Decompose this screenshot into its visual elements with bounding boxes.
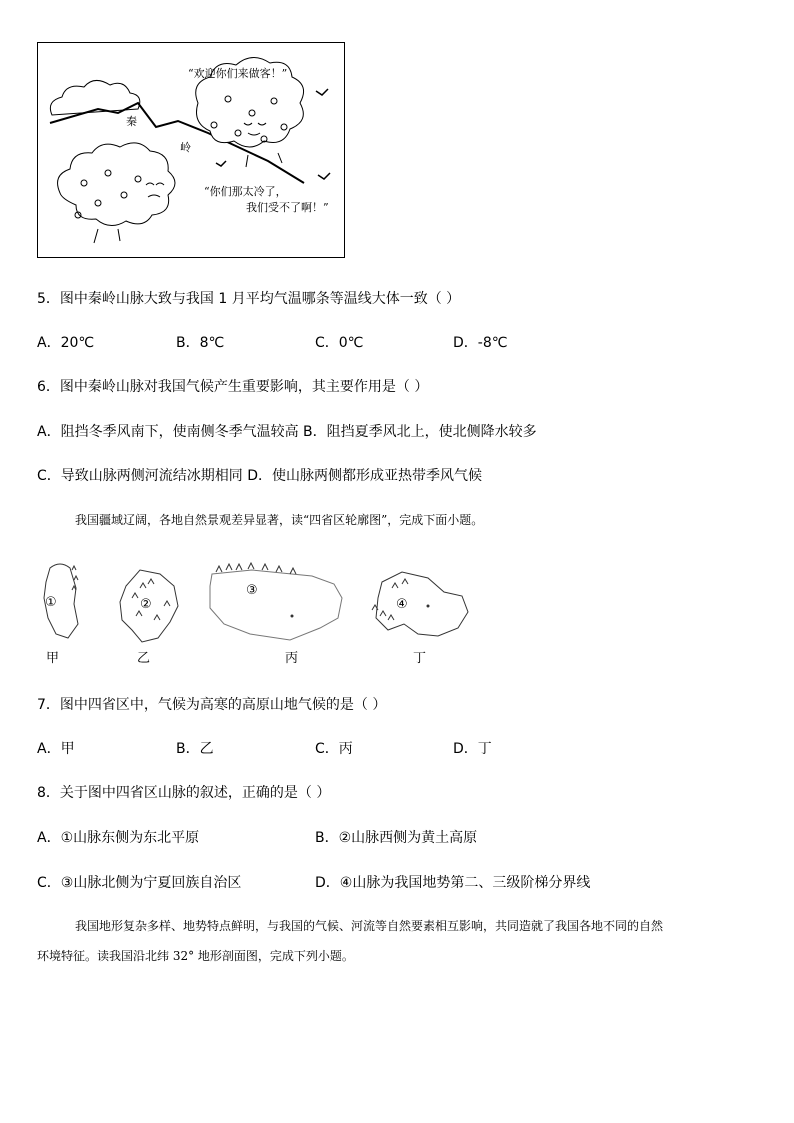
speech-bubble-top: “欢迎你们来做客！” bbox=[188, 67, 288, 80]
map-label-ding: 丁 bbox=[413, 651, 427, 666]
province-outline-maps bbox=[36, 558, 476, 668]
q6-options-cd[interactable]: C．导致山脉两侧河流结冰期相同 D．使山脉两侧都形成亚热带季风气候 bbox=[37, 468, 483, 484]
q7-option-b[interactable]: B．乙 bbox=[176, 741, 214, 757]
q7-option-d[interactable]: D．丁 bbox=[453, 741, 492, 757]
intro-paragraph-1: 我国疆域辽阔，各地自然景观差异显著，读“四省区轮廓图”，完成下面小题。 bbox=[75, 513, 484, 527]
map-number-1: ① bbox=[45, 595, 57, 610]
intro-paragraph-2-line2: 环境特征。读我国沿北纬 32° 地形剖面图，完成下列小题。 bbox=[37, 949, 354, 963]
map-label-bing: 丙 bbox=[285, 651, 299, 666]
question-7-stem: 7．图中四省区中，气候为高寒的高原山地气候的是（ ） bbox=[37, 697, 387, 713]
map-number-2: ② bbox=[140, 597, 152, 612]
q8-option-b[interactable]: B．②山脉西侧为黄土高原 bbox=[315, 830, 478, 846]
question-6-stem: 6．图中秦岭山脉对我国气候产生重要影响，其主要作用是（ ） bbox=[37, 379, 429, 395]
question-5-stem: 5．图中秦岭山脉大致与我国 1 月平均气温哪条等温线大体一致（ ） bbox=[37, 291, 461, 307]
q5-option-d[interactable]: D．-8℃ bbox=[453, 335, 508, 351]
province-maps-drawing bbox=[36, 558, 476, 668]
q5-option-a[interactable]: A．20℃ bbox=[37, 335, 95, 351]
speech-bubble-bottom-line1: “你们那太冷了， bbox=[204, 185, 287, 198]
q7-option-a[interactable]: A．甲 bbox=[37, 741, 75, 757]
q8-option-c[interactable]: C．③山脉北侧为宁夏回族自治区 bbox=[37, 875, 242, 891]
map-label-jia: 甲 bbox=[46, 651, 60, 666]
map-number-4: ④ bbox=[396, 597, 408, 612]
intro-paragraph-2-line1: 我国地形复杂多样、地势特点鲜明，与我国的气候、河流等自然要素相互影响，共同造就了我国各地不同的自然 bbox=[75, 919, 664, 933]
qinling-cartoon bbox=[37, 42, 345, 258]
map-number-3: ③ bbox=[246, 583, 258, 598]
label-qin: 秦 bbox=[126, 115, 137, 128]
q5-option-c[interactable]: C．0℃ bbox=[315, 335, 364, 351]
q6-options-ab[interactable]: A．阻挡冬季风南下，使南侧冬季气温较高 B．阻挡夏季风北上，使北侧降水较多 bbox=[37, 424, 537, 440]
speech-bubble-bottom-line2: 我们受不了啊！” bbox=[246, 201, 329, 214]
label-ling: 岭 bbox=[180, 141, 191, 154]
q5-option-b[interactable]: B．8℃ bbox=[176, 335, 225, 351]
map-label-yi: 乙 bbox=[137, 651, 151, 666]
q8-option-d[interactable]: D．④山脉为我国地势第二、三级阶梯分界线 bbox=[315, 875, 591, 891]
q7-option-c[interactable]: C．丙 bbox=[315, 741, 353, 757]
q8-option-a[interactable]: A．①山脉东侧为东北平原 bbox=[37, 830, 200, 846]
question-8-stem: 8．关于图中四省区山脉的叙述，正确的是（ ） bbox=[37, 785, 331, 801]
qinling-cartoon-drawing bbox=[38, 43, 344, 257]
